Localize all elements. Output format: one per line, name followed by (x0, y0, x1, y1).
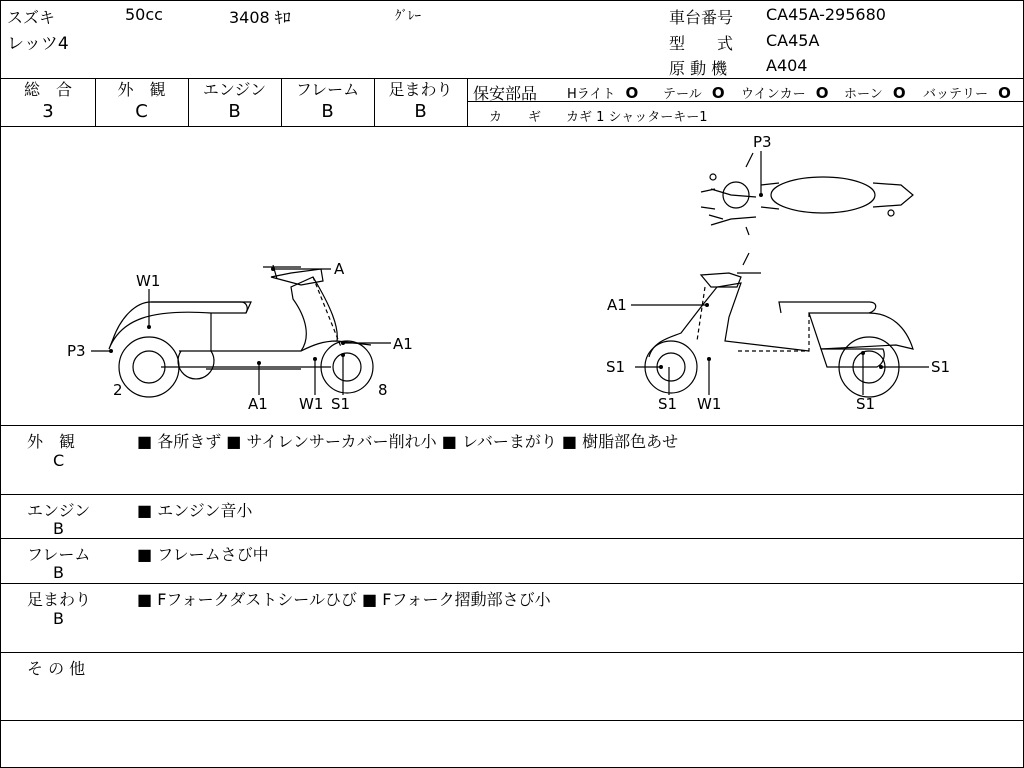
grade-label: 総 合 (23, 80, 72, 99)
scooter-diagram (1, 127, 1023, 425)
label-right-s1-right: S1 (931, 358, 951, 376)
frame-no-label: 車台番号 (669, 8, 734, 27)
label-left-2: 2 (113, 381, 123, 399)
safety-item-name: ウインカー (741, 87, 806, 102)
safety-item-tail (663, 83, 725, 102)
label-right-s1-bottom-right: S1 (856, 395, 876, 413)
type-value: CA45A (766, 31, 820, 50)
safety-item-winker (741, 83, 829, 102)
displacement: 50cc (125, 5, 163, 24)
safety-item-horn (844, 83, 906, 102)
grade-value: C (135, 101, 148, 122)
label-left-a1-right: A1 (393, 335, 413, 353)
grade-frame (281, 79, 374, 125)
label-right-s1-left: S1 (606, 358, 626, 376)
frame-no: CA45A-295680 (766, 5, 886, 24)
grade-label: フレーム (295, 80, 360, 99)
safety-item-name: テール (663, 87, 702, 102)
label-left-s1-bottom: S1 (331, 395, 351, 413)
section-items: ■ エンジン音小 (137, 501, 253, 520)
section-grade: B (53, 519, 64, 538)
section-items: ■ Fフォークダストシールひび ■ Fフォーク摺動部さび小 (137, 590, 551, 609)
grade-exterior (95, 79, 188, 125)
safety-item-headlight (567, 83, 638, 102)
grade-suspension (374, 79, 467, 125)
section-title: エンジン (27, 501, 91, 520)
key-value: カギ 1 シャッターキー1 (566, 110, 708, 125)
divider (467, 79, 468, 126)
safety-label: 保安部品 (473, 84, 538, 103)
leader-lines (91, 151, 929, 395)
section-title: 足まわり (27, 590, 92, 609)
safety-item-battery (923, 83, 1011, 102)
grade-label: エンジン (202, 80, 267, 99)
grade-engine (188, 79, 281, 125)
section-title: フレーム (27, 545, 91, 564)
safety-item-name: バッテリー (923, 87, 989, 102)
divider (1, 583, 1023, 584)
divider (1, 652, 1023, 653)
label-left-a: A (334, 260, 345, 278)
label-top-p3: P3 (753, 133, 772, 151)
section-items: ■ 各所きず ■ サイレンサーカバー削れ小 ■ レバーまがり ■ 樹脂部色あせ (137, 432, 679, 451)
section-grade: B (53, 563, 64, 582)
safety-mark: O (998, 84, 1011, 102)
color: ｸﾞﾚｰ (395, 9, 421, 24)
section-items: ■ フレームさび中 (137, 545, 269, 564)
safety-item-name: ホーン (844, 87, 883, 102)
divider (1, 538, 1023, 539)
label-left-a1-bottom: A1 (248, 395, 268, 413)
divider (1, 720, 1023, 721)
safety-mark: O (892, 84, 906, 102)
mileage: 3408 ｷﾛ (229, 8, 291, 27)
section-title: そ の 他 (27, 659, 86, 678)
section-grade: B (53, 609, 64, 628)
section-grade: C (53, 451, 65, 470)
engine-label: 原 動 機 (669, 59, 728, 78)
section-title: 外 観 (27, 432, 76, 451)
safety-mark: O (815, 84, 829, 102)
grade-value: B (228, 101, 241, 122)
leader-dots (109, 193, 883, 369)
label-right-w1-bottom: W1 (697, 395, 722, 413)
type-label: 型 式 (669, 34, 734, 53)
model-name: レッツ4 (7, 34, 69, 54)
label-right-a1: A1 (607, 296, 627, 314)
grade-value: B (414, 101, 427, 122)
grade-label: 足まわり (388, 80, 453, 99)
label-left-p3: P3 (67, 342, 86, 360)
label-left-w1-bottom: W1 (299, 395, 324, 413)
grade-label: 外 観 (117, 80, 166, 99)
divider (1, 425, 1023, 426)
right-side-view-drawing (645, 253, 913, 397)
grade-overall (1, 79, 95, 125)
label-left-8: 8 (378, 381, 388, 399)
label-right-s1-bottom-left: S1 (658, 395, 678, 413)
label-left-w1-top: W1 (136, 272, 161, 290)
safety-item-name: Hライト (567, 87, 616, 102)
key-label: カ ギ (489, 110, 542, 125)
top-view-drawing (701, 153, 913, 235)
maker: スズキ (7, 8, 56, 27)
grade-value: B (321, 101, 334, 122)
safety-mark: O (711, 84, 725, 102)
engine-value: A404 (766, 56, 808, 75)
safety-mark: O (625, 84, 639, 102)
divider (1, 494, 1023, 495)
grade-value: 3 (42, 101, 54, 122)
